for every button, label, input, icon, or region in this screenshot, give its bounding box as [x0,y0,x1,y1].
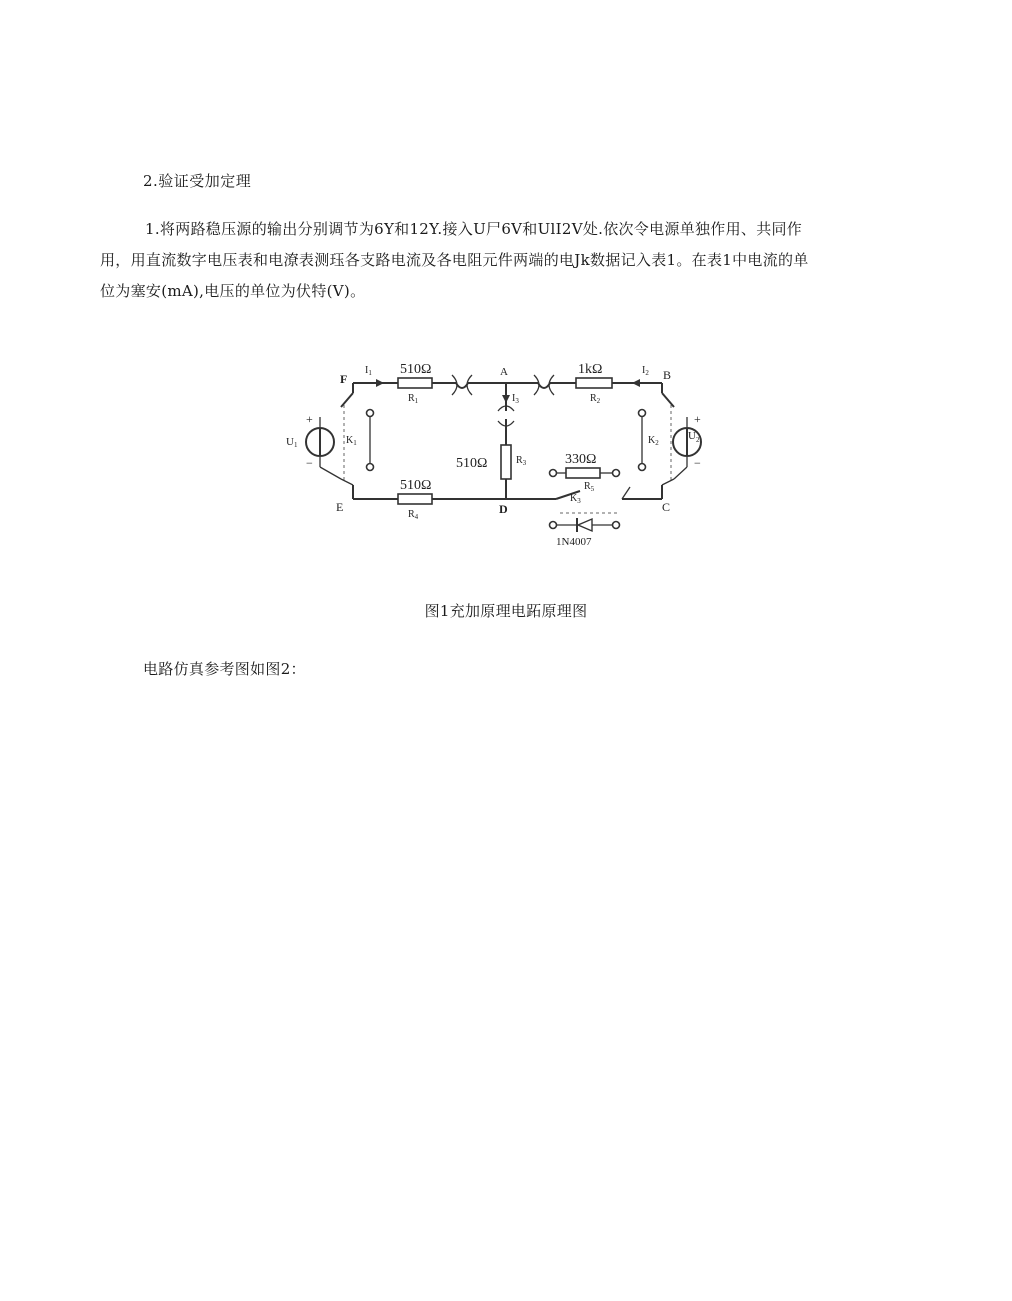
resistor-r5 [566,468,600,478]
node-b: B [663,368,672,382]
section-heading: 2.验证受加定理 [143,172,252,190]
node-a: A [500,366,508,378]
k3-label: $K_3$ [570,493,581,505]
u1-plus: + [306,412,313,426]
node-c: C [662,500,671,514]
node-f: F [340,372,348,386]
resistor-r4 [398,494,432,504]
node-e: E [336,500,344,514]
r1-label: $R_1$ [408,393,419,405]
r2-value: 1kΩ [578,362,603,377]
i2-label: $I_2$ [642,365,649,377]
resistor-r2 [576,378,612,388]
diode-label: 1N4007 [556,536,592,548]
r2-label: $R_2$ [590,393,601,405]
simulation-note: 电路仿真参考图如图2： [143,660,306,678]
r5-value: 330Ω [565,452,597,467]
step-paragraph: 1.将两路稳压源的输出分别调节为6Y和12Y.接入U尸6V和UlI2V处.依次令电源单独作用、共同作用，用直流数字电压表和电潦表测珏各支路电流及各电阻元件两端的电Jk数据记入表1。在表1中电流的单位为塞安(mA),电压的单位为伏特(V)。 [100,220,809,300]
r4-value: 510Ω [400,478,432,493]
i1-label: $I_1$ [365,365,372,377]
left-branch [306,383,374,499]
i1-arrow [376,379,384,387]
u2-plus: + [694,412,701,426]
figure-caption: 图1充加原理电跖原理图 [424,602,588,620]
u1-label: U1 [286,436,298,449]
diode [577,518,592,532]
resistor-r1 [398,378,432,388]
node-d: D [499,502,508,516]
i2-arrow [632,379,640,387]
i3-label: $I_3$ [512,393,519,405]
u1-minus: − [306,456,313,470]
r1-value: 510Ω [400,362,432,377]
u2-minus: − [694,456,701,470]
circuit-diagram [280,355,700,555]
r3-value: 510Ω [456,456,488,471]
r5-label: $R_5$ [584,481,595,493]
k2-label: $K_2$ [648,435,659,447]
r3-label: $R_3$ [516,455,527,467]
u2-label-overlay: $U_2$ [688,430,700,445]
r4-label: $R_4$ [408,509,419,521]
resistor-r3 [501,445,511,479]
i3-arrow [502,395,510,403]
k1-label: $K_1$ [346,435,357,447]
